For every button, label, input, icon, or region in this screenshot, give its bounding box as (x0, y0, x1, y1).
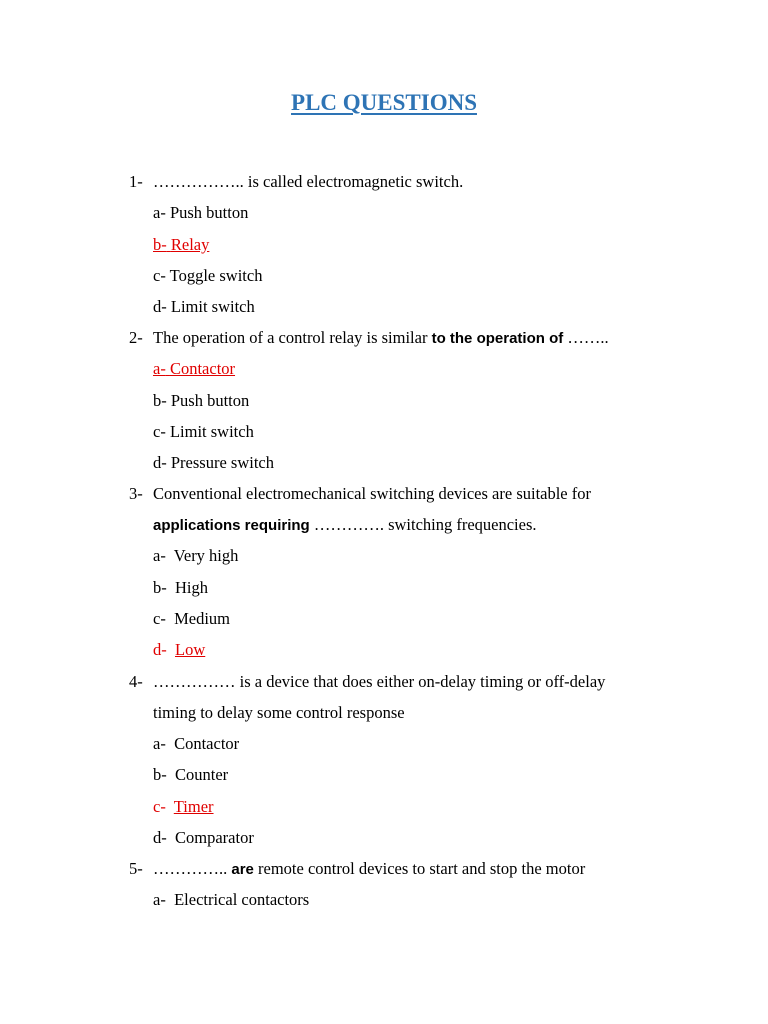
q4-option-c-answer: c- Timer (153, 797, 214, 816)
q2-option-c: c- Limit switch (153, 422, 254, 441)
q2-option-d: d- Pressure switch (153, 453, 274, 472)
question-1-number: 1- (129, 172, 143, 191)
q3-option-b: b- High (153, 578, 208, 597)
q3-option-a: a- Very high (153, 546, 239, 565)
q1-option-a: a- Push button (153, 203, 249, 222)
question-2-number: 2- (129, 328, 143, 347)
q4-option-d: d- Comparator (153, 828, 254, 847)
q1-option-b-answer: b- Relay (153, 235, 210, 254)
question-5-text: ………….. are remote control devices to start and stop the motor (153, 859, 586, 878)
q5-option-a: a- Electrical contactors (153, 890, 310, 909)
question-4-number: 4- (129, 672, 143, 691)
question-1-text: …………….. is called electromagnetic switch. (153, 172, 464, 191)
question-5-number: 5- (129, 859, 143, 878)
question-3-number: 3- (129, 484, 143, 503)
q4-option-a: a- Contactor (153, 734, 240, 753)
q2-option-b: b- Push button (153, 391, 250, 410)
page-title: PLC QUESTIONS (291, 90, 477, 115)
question-3-text-line2: applications requiring …………. switching frequencies. (153, 515, 537, 534)
question-3-text-line1: Conventional electromechanical switching devices are suitable for (153, 484, 591, 503)
question-2-text: The operation of a control relay is similar to the operation of …….. (153, 328, 609, 347)
q3-option-d-answer: d- Low (153, 640, 206, 659)
q1-option-c: c- Toggle switch (153, 266, 263, 285)
q4-option-b: b- Counter (153, 765, 229, 784)
question-4-text-line2: timing to delay some control response (153, 703, 405, 722)
q3-option-c: c- Medium (153, 609, 230, 628)
q2-option-a-answer: a- Contactor (153, 359, 236, 378)
question-4-text-line1: …………… is a device that does either on-delay timing or off-delay (153, 672, 606, 691)
q1-option-d: d- Limit switch (153, 297, 255, 316)
